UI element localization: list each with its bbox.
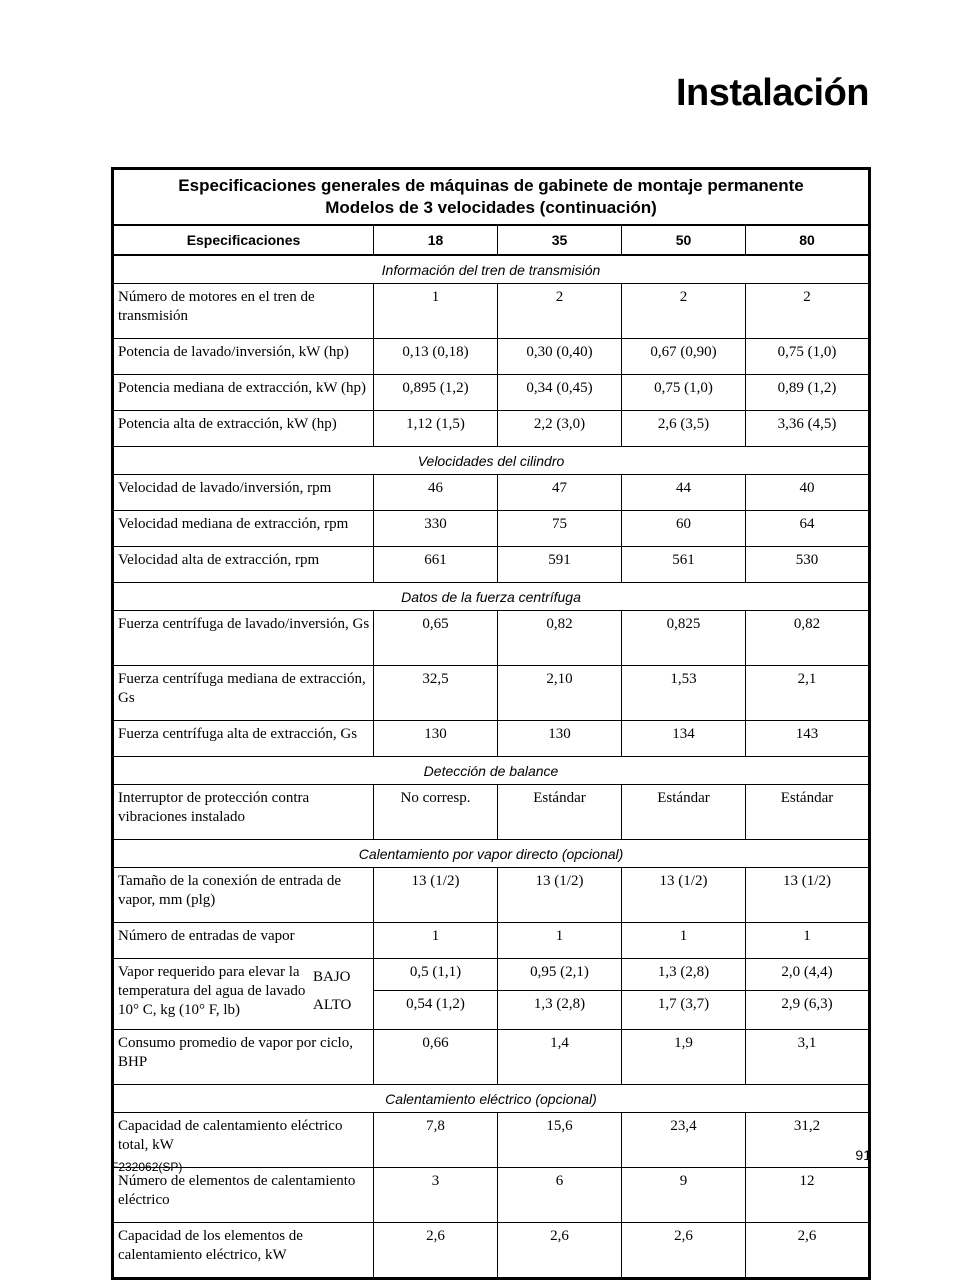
table-row [113, 411, 870, 447]
steam-required-label: Vapor requerido para elevar la temperatura del agua de lavado 10° C, kg (10° F, lb) [118, 964, 306, 1018]
cell-80: Estándar [746, 785, 870, 840]
header-specifications: Especificaciones [113, 225, 374, 255]
row-label: Fuerza centrífuga mediana de extracción, Gs [113, 666, 374, 721]
row-label: Fuerza centrífuga de lavado/inversión, Gs [113, 611, 374, 666]
row-label: Velocidad de lavado/inversión, rpm [113, 475, 374, 511]
cell-18: 661 [374, 547, 498, 583]
cell-80: 12 [746, 1168, 870, 1223]
cell-80: 13 (1/2) [746, 868, 870, 923]
cell-18: No corresp. [374, 785, 498, 840]
cell-35: 2,2 (3,0) [498, 411, 622, 447]
steam-required-label-cell [113, 959, 374, 1030]
cell-35: 1 [498, 923, 622, 959]
table-row [113, 1168, 870, 1223]
cell-50: 1,53 [622, 666, 746, 721]
cell-35: 0,82 [498, 611, 622, 666]
cell-80: 1 [746, 923, 870, 959]
cell-35: 1,4 [498, 1030, 622, 1085]
row-label: Tamaño de la conexión de entrada de vapor, mm (plg) [113, 868, 374, 923]
cell-80: 2,6 [746, 1223, 870, 1279]
cell-18: 0,5 (1,1) [374, 959, 498, 991]
steam-high-label: ALTO [313, 997, 352, 1013]
cell-18: 1 [374, 923, 498, 959]
cell-80: 0,82 [746, 611, 870, 666]
table-caption [113, 169, 870, 226]
table-row [113, 868, 870, 923]
cell-35: 591 [498, 547, 622, 583]
cell-18: 2,6 [374, 1223, 498, 1279]
cell-50: 1,7 (3,7) [622, 991, 746, 1030]
header-model-35: 35 [498, 225, 622, 255]
row-label: Fuerza centrífuga alta de extracción, Gs [113, 721, 374, 757]
cell-50: 60 [622, 511, 746, 547]
cell-80: 2,9 (6,3) [746, 991, 870, 1030]
row-label: Número de motores en el tren de transmisión [113, 284, 374, 339]
cell-50: 561 [622, 547, 746, 583]
section-electric-heating: Calentamiento eléctrico (opcional) [113, 1085, 870, 1113]
cell-35: 75 [498, 511, 622, 547]
table-title-line-2: Modelos de 3 velocidades (continuación) [325, 198, 657, 217]
table-row [113, 1113, 870, 1168]
section-cylinder-speeds: Velocidades del cilindro [113, 447, 870, 475]
cell-50: 1 [622, 923, 746, 959]
cell-50: 13 (1/2) [622, 868, 746, 923]
cell-18: 0,66 [374, 1030, 498, 1085]
row-label: Potencia mediana de extracción, kW (hp) [113, 375, 374, 411]
table-row [113, 547, 870, 583]
section-steam-heating: Calentamiento por vapor directo (opcional) [113, 840, 870, 868]
row-label: Consumo promedio de vapor por ciclo, BHP [113, 1030, 374, 1085]
row-label: Potencia de lavado/inversión, kW (hp) [113, 339, 374, 375]
cell-80: 143 [746, 721, 870, 757]
table-row [113, 284, 870, 339]
cell-50: 9 [622, 1168, 746, 1223]
cell-50: 2 [622, 284, 746, 339]
header-model-80: 80 [746, 225, 870, 255]
page-title: Instalación [676, 72, 869, 114]
table-row [113, 475, 870, 511]
section-balance-detection: Detección de balance [113, 757, 870, 785]
row-label: Interruptor de protección contra vibraciones instalado [113, 785, 374, 840]
table-row [113, 339, 870, 375]
steam-levels [313, 963, 351, 1019]
cell-80: 0,75 (1,0) [746, 339, 870, 375]
cell-18: 0,13 (0,18) [374, 339, 498, 375]
cell-50: Estándar [622, 785, 746, 840]
cell-80: 40 [746, 475, 870, 511]
row-label: Capacidad de los elementos de calentamiento eléctrico, kW [113, 1223, 374, 1279]
cell-50: 0,67 (0,90) [622, 339, 746, 375]
steam-low-label: BAJO [313, 969, 351, 985]
table-row [113, 785, 870, 840]
cell-50: 0,75 (1,0) [622, 375, 746, 411]
table-title-line-1: Especificaciones generales de máquinas de gabinete de montaje permanente [178, 176, 804, 195]
cell-50: 23,4 [622, 1113, 746, 1168]
page-number: 91 [855, 1147, 871, 1163]
cell-18: 13 (1/2) [374, 868, 498, 923]
cell-50: 134 [622, 721, 746, 757]
cell-50: 0,825 [622, 611, 746, 666]
row-label: Velocidad mediana de extracción, rpm [113, 511, 374, 547]
cell-80: 3,36 (4,5) [746, 411, 870, 447]
cell-35: Estándar [498, 785, 622, 840]
table-row [113, 1223, 870, 1279]
cell-50: 2,6 (3,5) [622, 411, 746, 447]
section-drive-train: Información del tren de transmisión [113, 255, 870, 284]
cell-18: 46 [374, 475, 498, 511]
row-label: Número de elementos de calentamiento eléctrico [113, 1168, 374, 1223]
cell-35: 0,95 (2,1) [498, 959, 622, 991]
cell-80: 530 [746, 547, 870, 583]
cell-80: 0,89 (1,2) [746, 375, 870, 411]
cell-18: 130 [374, 721, 498, 757]
cell-35: 0,34 (0,45) [498, 375, 622, 411]
cell-50: 44 [622, 475, 746, 511]
cell-35: 2,6 [498, 1223, 622, 1279]
cell-80: 31,2 [746, 1113, 870, 1168]
section-g-force: Datos de la fuerza centrífuga [113, 583, 870, 611]
cell-35: 2,10 [498, 666, 622, 721]
cell-80: 2 [746, 284, 870, 339]
cell-18: 0,65 [374, 611, 498, 666]
table-row [113, 666, 870, 721]
row-label: Número de entradas de vapor [113, 923, 374, 959]
cell-35: 2 [498, 284, 622, 339]
cell-80: 64 [746, 511, 870, 547]
cell-80: 3,1 [746, 1030, 870, 1085]
cell-50: 1,3 (2,8) [622, 959, 746, 991]
cell-35: 47 [498, 475, 622, 511]
cell-80: 2,1 [746, 666, 870, 721]
cell-35: 1,3 (2,8) [498, 991, 622, 1030]
table-row [113, 611, 870, 666]
table-row [113, 923, 870, 959]
row-label: Potencia alta de extracción, kW (hp) [113, 411, 374, 447]
cell-18: 7,8 [374, 1113, 498, 1168]
table-row-steam-low [113, 959, 870, 991]
cell-50: 2,6 [622, 1223, 746, 1279]
row-label: Capacidad de calentamiento eléctrico total, kW [113, 1113, 374, 1168]
cell-80: 2,0 (4,4) [746, 959, 870, 991]
cell-18: 3 [374, 1168, 498, 1223]
table-row [113, 375, 870, 411]
header-model-18: 18 [374, 225, 498, 255]
cell-35: 6 [498, 1168, 622, 1223]
cell-35: 130 [498, 721, 622, 757]
cell-50: 1,9 [622, 1030, 746, 1085]
cell-18: 1 [374, 284, 498, 339]
cell-35: 15,6 [498, 1113, 622, 1168]
spec-table [111, 167, 871, 1280]
table-row [113, 1030, 870, 1085]
cell-18: 0,895 (1,2) [374, 375, 498, 411]
cell-18: 330 [374, 511, 498, 547]
cell-18: 1,12 (1,5) [374, 411, 498, 447]
cell-35: 0,30 (0,40) [498, 339, 622, 375]
cell-35: 13 (1/2) [498, 868, 622, 923]
header-row [113, 225, 870, 255]
cell-18: 32,5 [374, 666, 498, 721]
document-code: F232062(SP) [111, 1160, 183, 1174]
cell-18: 0,54 (1,2) [374, 991, 498, 1030]
header-model-50: 50 [622, 225, 746, 255]
table-row [113, 721, 870, 757]
table-row [113, 511, 870, 547]
row-label: Velocidad alta de extracción, rpm [113, 547, 374, 583]
